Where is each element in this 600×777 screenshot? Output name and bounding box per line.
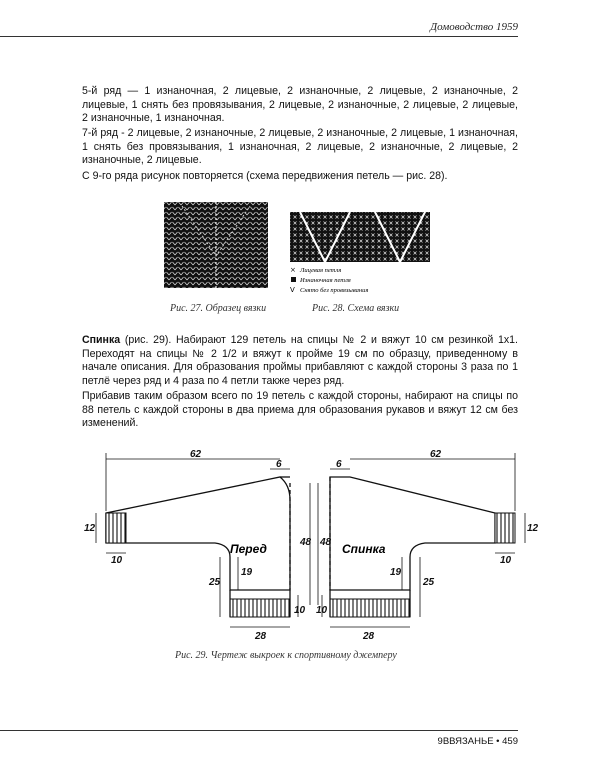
dimension-labels — [84, 449, 539, 642]
back-text: (рис. 29). Набирают 129 петель на спицы № 2 и вяжут 10 см резинкой 1х1. Переходят на спицы № 2 1/2 и вяжут к пройме 19 см по образцу, приведенному в начале описания. Для образования проймы прибавляют с каждой стороны 3 раза по 1 петлё через ряд и 4 раза по 4 петли также через ряд. — [82, 334, 518, 387]
footer-text: 9ВВЯЗАНЬЕ • 459 — [437, 736, 518, 747]
dim-sleeve-front: 12 — [84, 523, 96, 534]
back-sleeve-cuff — [495, 513, 515, 543]
front-piece — [106, 477, 290, 590]
front-hem-rib — [230, 599, 290, 617]
dim-width-back: 62 — [430, 449, 442, 460]
front-label: Перед — [230, 542, 267, 556]
fig29-caption: Рис. 29. Чертеж выкроек к спортивному джемперу — [175, 650, 397, 661]
paragraph-row7 — [82, 127, 518, 174]
header-rule — [0, 36, 518, 37]
dim-cuff-back: 10 — [500, 555, 512, 566]
dim-hem-w-front: 28 — [255, 631, 267, 642]
dim-sleeve-back: 12 — [527, 523, 539, 534]
page-footer — [0, 730, 600, 777]
back-piece — [330, 477, 495, 590]
knitting-figures — [160, 196, 460, 316]
slip-stitch-icon: V — [290, 286, 295, 294]
dim-armhole-front: 25 — [209, 577, 221, 588]
knit-sample-photo — [164, 202, 268, 288]
paragraph-row5 — [82, 85, 518, 132]
front-sleeve-cuff — [106, 513, 126, 543]
dim-hem-h-back: 10 — [316, 605, 328, 616]
dim-hem-h-front: 10 — [294, 605, 306, 616]
pattern-drawing — [80, 445, 540, 645]
knit-scheme — [290, 212, 430, 262]
dim-armhole2-front: 19 — [241, 567, 253, 578]
dim-height-back: 48 — [320, 537, 332, 548]
dim-armhole-back: 25 — [423, 577, 435, 588]
fig28-caption: Рис. 28. Схема вязки — [312, 303, 400, 314]
paragraph-text: Прибавив таким образом всего по 19 петель с каждой стороны, набирают на спицы по 88 петель с каждой стороны в два приема для образования рукавов и вяжут 12 см без изменений. — [82, 390, 518, 430]
paragraph-text: 5-й ряд — 1 изнаночная, 2 лицевые, 2 изнаночные, 2 лицевые, 2 изнаночные, 2 лицевые, 1 снять без провязывания, 2 лицевые, 2 изнаночные, 2 лицевые, 2 лицевые, 2 изнаночные, 1 изнаночная. — [82, 85, 518, 125]
back-hem-rib — [330, 599, 410, 617]
dim-height-front: 48 — [300, 537, 312, 548]
dim-cuff-front: 10 — [111, 555, 123, 566]
dim-width-front: 62 — [190, 449, 202, 460]
paragraph-repeat — [82, 170, 518, 190]
legend-knit: Лицевая петля — [300, 267, 342, 274]
fig27-caption: Рис. 27. Образец вязки — [170, 303, 267, 314]
paragraph-back — [82, 334, 518, 394]
paragraph-text — [82, 334, 518, 388]
dim-hem-w-back: 28 — [363, 631, 375, 642]
knit-stitch-icon: × — [290, 266, 296, 274]
legend-slip: Снято без провязывания — [300, 287, 369, 294]
running-head — [0, 0, 600, 38]
legend-purl: Изнаночная петля — [300, 277, 351, 284]
running-head-title: Домоводство 1959 — [430, 21, 518, 33]
term-back: Спинка — [82, 334, 121, 346]
scheme-legend — [290, 266, 368, 294]
dim-armhole2-back: 19 — [390, 567, 402, 578]
dim-neck-back: 6 — [336, 459, 342, 470]
paragraph-increase — [82, 390, 518, 437]
paragraph-text: 7-й ряд - 2 лицевые, 2 изнаночные, 2 лицевые, 2 изнаночные, 2 лицевые, 1 изнаночная, 1 снять без провязывания, 1 изнаночная, 2 лицевые, 2 изнаночные, 2 лицевые, 2 изнаночные, 2 лицевые. — [82, 127, 518, 167]
back-label: Спинка — [342, 542, 386, 556]
paragraph-text: С 9-го ряда рисунок повторяется (схема передвижения петель — рис. 28). — [82, 170, 448, 182]
purl-stitch-icon — [291, 277, 296, 282]
dim-neck-front: 6 — [276, 459, 282, 470]
footer-rule — [0, 730, 518, 731]
